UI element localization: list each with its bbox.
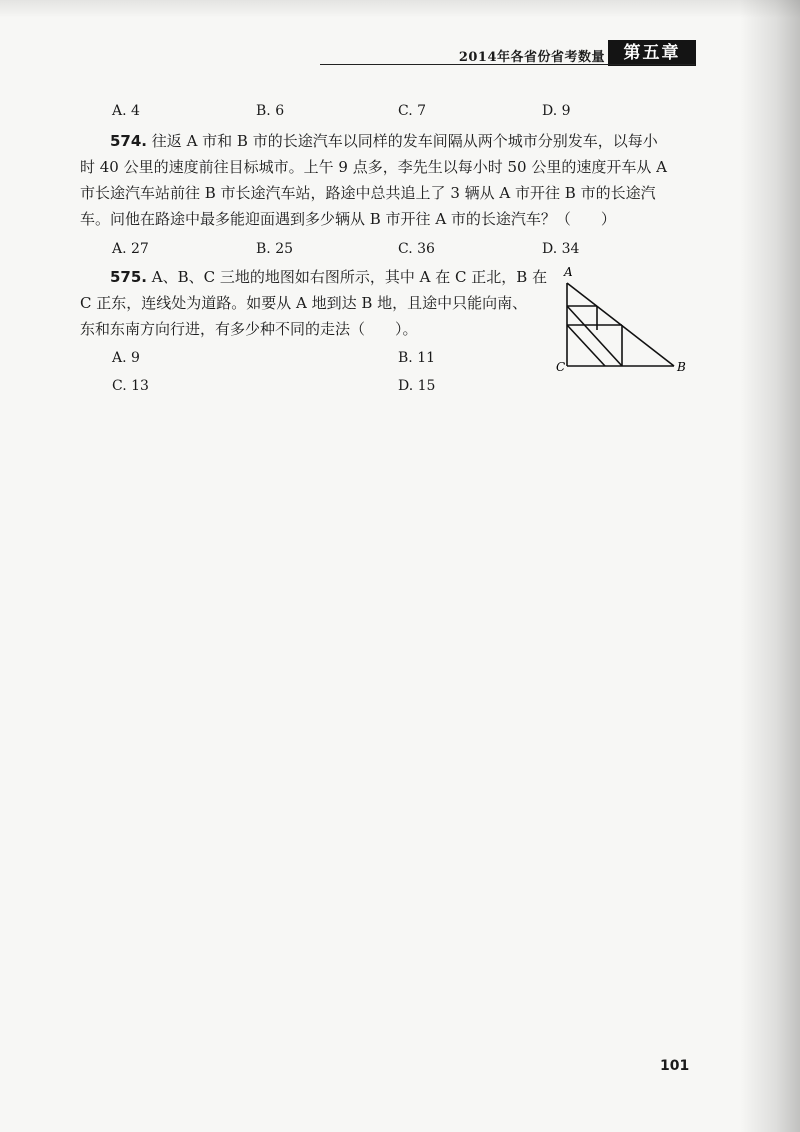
q575-option-a: A. 9 xyxy=(112,350,140,366)
q573-option-d: D. 9 xyxy=(542,103,571,119)
q575-option-d: D. 15 xyxy=(398,378,436,394)
q574-option-a: A. 27 xyxy=(112,241,149,257)
figure-label-a: A xyxy=(564,265,573,279)
header-rule xyxy=(320,64,695,65)
q574-line-2: 时 40 公里的速度前往目标城市。上午 9 点多，李先生以每小时 50 公里的速度开车从 A xyxy=(80,158,667,176)
q573-option-c: C. 7 xyxy=(398,103,427,119)
q575-option-c: C. 13 xyxy=(112,378,149,394)
q574-number: 574. xyxy=(110,132,148,150)
q574-line-1-text: 往返 A 市和 B 市的长途汽车以同样的发车间隔从两个城市分别发车，以每小 xyxy=(151,132,658,150)
q574-line-4: 车。问他在路途中最多能迎面遇到多少辆从 B 市开往 A 市的长途汽车？（ ） xyxy=(80,210,616,228)
q574-option-d: D. 34 xyxy=(542,241,580,257)
q573-option-a: A. 4 xyxy=(112,103,140,119)
header-title: 2014年各省份省考数量 xyxy=(458,50,605,65)
q575-option-b: B. 11 xyxy=(398,350,436,366)
q575-number: 575. xyxy=(110,268,148,286)
q574-line-3: 市长途汽车站前往 B 市长途汽车站，路途中总共追上了 3 辆从 A 市开往 B 市的长途汽 xyxy=(80,184,656,202)
chapter-badge: 第五章 xyxy=(608,40,696,66)
road-map-figure xyxy=(556,264,690,380)
q574-option-b: B. 25 xyxy=(256,241,294,257)
figure-label-c: C xyxy=(556,360,566,374)
road-diagonal-3 xyxy=(567,325,605,366)
q574-option-c: C. 36 xyxy=(398,241,435,257)
q575-line-3: 东和东南方向行进，有多少种不同的走法（ ）。 xyxy=(80,320,418,338)
road-diagonal-2 xyxy=(567,306,622,366)
page-number: 101 xyxy=(660,1058,690,1074)
scan-shadow-right xyxy=(740,0,800,1132)
q575-line-2: C 正东，连线处为道路。如要从 A 地到达 B 地，且途中只能向南、 xyxy=(80,294,528,312)
figure-label-b: B xyxy=(677,360,686,374)
scan-shadow-top xyxy=(0,0,800,18)
q575-line-1 xyxy=(80,264,550,290)
q575-line-1-text: A、B、C 三地的地图如右图所示，其中 A 在 C 正北，B 在 xyxy=(151,268,548,286)
q574-line-1 xyxy=(80,128,700,154)
q573-option-b: B. 6 xyxy=(256,103,285,119)
q574-question xyxy=(80,128,700,232)
q575-question xyxy=(80,264,550,342)
